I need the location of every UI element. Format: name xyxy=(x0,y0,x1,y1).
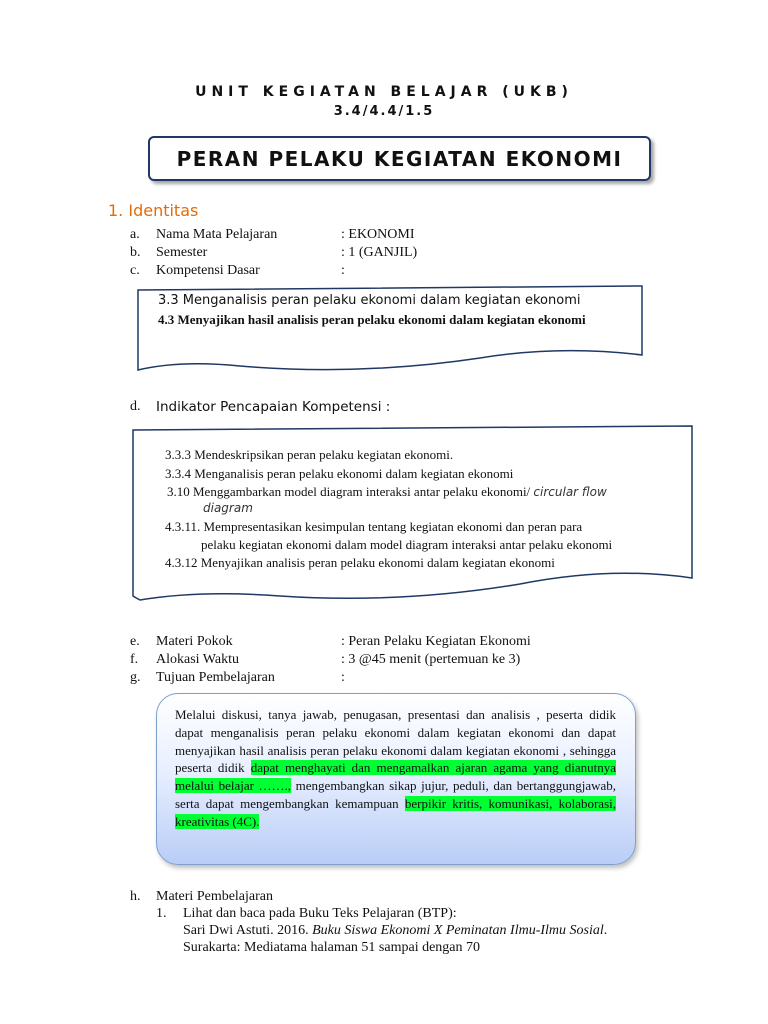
row-label: Alokasi Waktu xyxy=(156,652,239,667)
row-label: Semester xyxy=(156,245,208,260)
row-value: : xyxy=(341,670,345,685)
indikator-line: pelaku kegiatan ekonomi dalam model diagram interaksi antar pelaku ekonomi xyxy=(201,537,613,552)
page-title: PERAN PELAKU KEGIATAN EKONOMI xyxy=(176,146,623,171)
indikator-line: 3.3.3 Mendeskripsikan peran pelaku kegiatan ekonomi. xyxy=(165,447,454,462)
row-marker: 1. xyxy=(156,906,167,921)
row-marker: h. xyxy=(130,889,141,904)
row-value: : EKONOMI xyxy=(341,227,415,242)
indikator-row xyxy=(130,398,630,416)
indikator-text: 3.10 Menggambarkan model diagram interaksi antar pelaku ekonomi/ xyxy=(167,484,531,499)
kd-line-3-3: 3.3 Menganalisis peran pelaku ekonomi dalam kegiatan ekonomi xyxy=(158,293,581,308)
indikator-line: 4.3.11. Mempresentasikan kesimpulan tentang kegiatan ekonomi dan peran para xyxy=(165,519,583,534)
materi-reference xyxy=(183,922,607,940)
indikator-line: 3.3.4 Menganalisis peran pelaku ekonomi dalam kegiatan ekonomi xyxy=(165,466,514,481)
materi-pokok-row xyxy=(130,633,630,651)
section-heading-identitas: 1. Identitas xyxy=(108,201,199,220)
row-label: Materi Pembelajaran xyxy=(156,889,274,904)
row-value: : 3 @45 menit (pertemuan ke 3) xyxy=(341,652,521,667)
row-value: : 1 (GANJIL) xyxy=(341,245,418,260)
tujuan-text: Melalui diskusi, tanya jawab, penugasan, presentasi dan analisis , peserta didik dapat menganalisis peran pelaku ekonomi dalam kegiatan ekonomi dan dapat menyajikan hasil analisis peran pelaku ekonomi dalam kegiatan ekonomi , sehingga peserta didik xyxy=(175,707,616,776)
tujuan-paragraph xyxy=(175,706,616,831)
indikator-line xyxy=(167,484,607,500)
row-label: Kompetensi Dasar xyxy=(156,263,260,278)
row-value: : Peran Pelaku Kegiatan Ekonomi xyxy=(341,634,531,649)
reference-book-title: Buku Siswa Ekonomi X Peminatan Ilmu-Ilmu Sosial xyxy=(312,923,604,938)
row-label: Tujuan Pembelajaran xyxy=(156,670,275,685)
row-marker: b. xyxy=(130,245,141,260)
tujuan-text: mengembangkan sikap jujur, peduli, dan bertanggungjawab, serta dapat mengembangkan kemampuan xyxy=(175,778,616,811)
row-label: Materi Pokok xyxy=(156,634,233,649)
row-marker: c. xyxy=(130,263,140,278)
row-marker: f. xyxy=(130,652,139,667)
row-marker: e. xyxy=(130,634,140,649)
tujuan-row xyxy=(130,669,630,687)
tujuan-highlight: dapat menghayati dan mengamalkan ajaran agama yang dianutnya melalui belajar ……., xyxy=(175,760,616,794)
row-marker: d. xyxy=(130,399,141,414)
reference-author: Sari Dwi Astuti. 2016. xyxy=(183,923,313,938)
alokasi-row xyxy=(130,651,630,669)
materi-publisher: Surakarta: Mediatama halaman 51 sampai dengan 70 xyxy=(183,940,481,955)
row-label: Nama Mata Pelajaran xyxy=(156,227,278,242)
materi-item xyxy=(156,905,676,923)
indikator-italic: circular flow xyxy=(533,485,607,499)
unit-title: UNIT KEGIATAN BELAJAR (UKB) xyxy=(195,84,573,100)
row-value: : xyxy=(341,263,345,278)
row-marker: g. xyxy=(130,670,141,685)
tujuan-highlight: berpikir kritis, komunikasi, kolaborasi, kreativitas (4C). xyxy=(175,795,616,829)
materi-pembelajaran-row xyxy=(130,888,630,906)
row-label: Indikator Pencapaian Kompetensi : xyxy=(156,399,391,415)
reference-punct: . xyxy=(603,923,608,938)
indikator-italic: diagram xyxy=(203,501,253,515)
indikator-line: 4.3.12 Menyajikan analisis peran pelaku ekonomi dalam kegiatan ekonomi xyxy=(165,555,555,570)
unit-code: 3.4/4.4/1.5 xyxy=(333,104,435,119)
materi-line: Lihat dan baca pada Buku Teks Pelajaran (BTP): xyxy=(183,906,457,921)
kd-line-4-3: 4.3 Menyajikan hasil analisis peran pelaku ekonomi dalam kegiatan ekonomi xyxy=(158,312,586,327)
row-marker: a. xyxy=(130,227,140,242)
